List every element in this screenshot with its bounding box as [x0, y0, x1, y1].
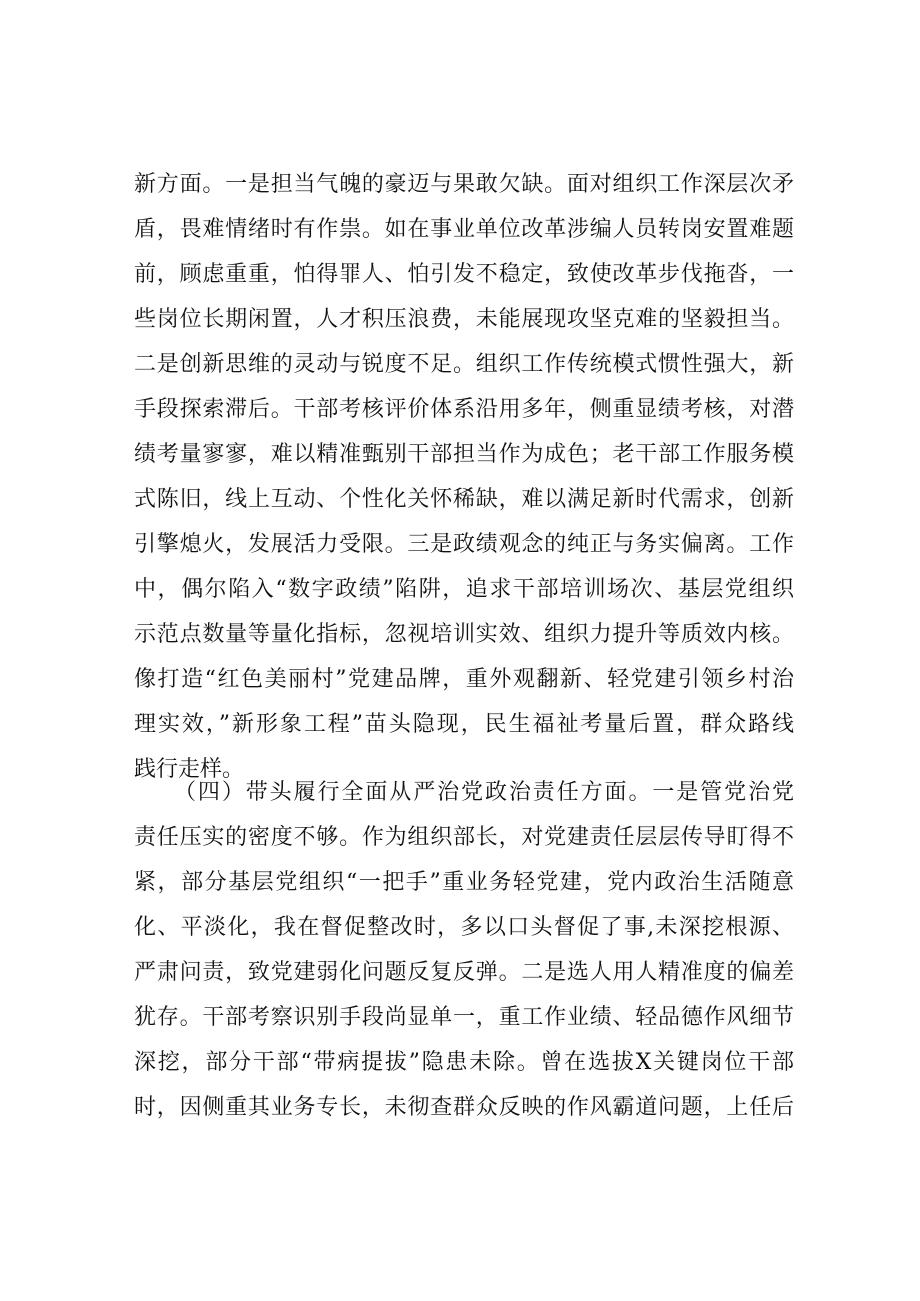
text-line: 犹存。干部考察识别手段尚显单一，重工作业绩、轻品德作风细节: [134, 1005, 794, 1030]
text-line: 践行走样。: [134, 757, 245, 782]
text-line: 深挖，部分干部“带病提拔”隐患未除。曾在选拔X关键岗位干部: [134, 1050, 794, 1075]
text-line: 些岗位长期闲置，人才积压浪费，未能展现攻坚克难的坚毅担当。: [134, 307, 794, 332]
text-line: 责任压实的密度不够。作为组织部长，对党建责任层层传导盯得不: [134, 825, 794, 850]
text-line: （四）带头履行全面从严治党政治责任方面。一是管党治党: [174, 780, 794, 805]
paragraph-1: [134, 162, 794, 792]
text-line: 中，偶尔陷入“数字政绩”陷阱，追求干部培训场次、基层党组织: [134, 577, 794, 602]
text-line: 理实效，”新形象工程”苗头隐现，民生福祉考量后置，群众路线: [134, 712, 794, 737]
text-line: 二是创新思维的灵动与锐度不足。组织工作传统模式惯性强大，新: [134, 352, 794, 377]
text-line: 引擎熄火，发展活力受限。三是政绩观念的纯正与务实偏离。工作: [134, 532, 794, 557]
text-line: 盾，畏难情绪时有作祟。如在事业单位改革涉编人员转岗安置难题: [134, 217, 794, 242]
text-line: 式陈旧，线上互动、个性化关怀稀缺，难以满足新时代需求，创新: [134, 487, 794, 512]
text-line: 绩考量寥寥，难以精准甄别干部担当作为成色；老干部工作服务模: [134, 442, 794, 467]
text-line: 像打造“红色美丽村”党建品牌，重外观翻新、轻党建引领乡村治: [134, 667, 794, 692]
text-line: 示范点数量等量化指标，忽视培训实效、组织力提升等质效内核。: [134, 622, 794, 647]
text-line: 紧，部分基层党组织“一把手”重业务轻党建，党内政治生活随意: [134, 870, 794, 895]
paragraph-2: [134, 770, 794, 1130]
text-line: 化、平淡化，我在督促整改时，多以口头督促了事,未深挖根源、: [134, 915, 794, 940]
text-line: 时，因侧重其业务专长，未彻查群众反映的作风霸道问题，上任后: [134, 1095, 794, 1120]
text-line: 手段探索滞后。干部考核评价体系沿用多年，侧重显绩考核，对潜: [134, 397, 794, 422]
text-line: 严肃问责，致党建弱化问题反复反弹。二是选人用人精准度的偏差: [134, 960, 794, 985]
text-line: 新方面。一是担当气魄的豪迈与果敢欠缺。面对组织工作深层次矛: [134, 172, 794, 197]
text-line: 前，顾虑重重，怕得罪人、怕引发不稳定，致使改革步伐拖沓，一: [134, 262, 794, 287]
